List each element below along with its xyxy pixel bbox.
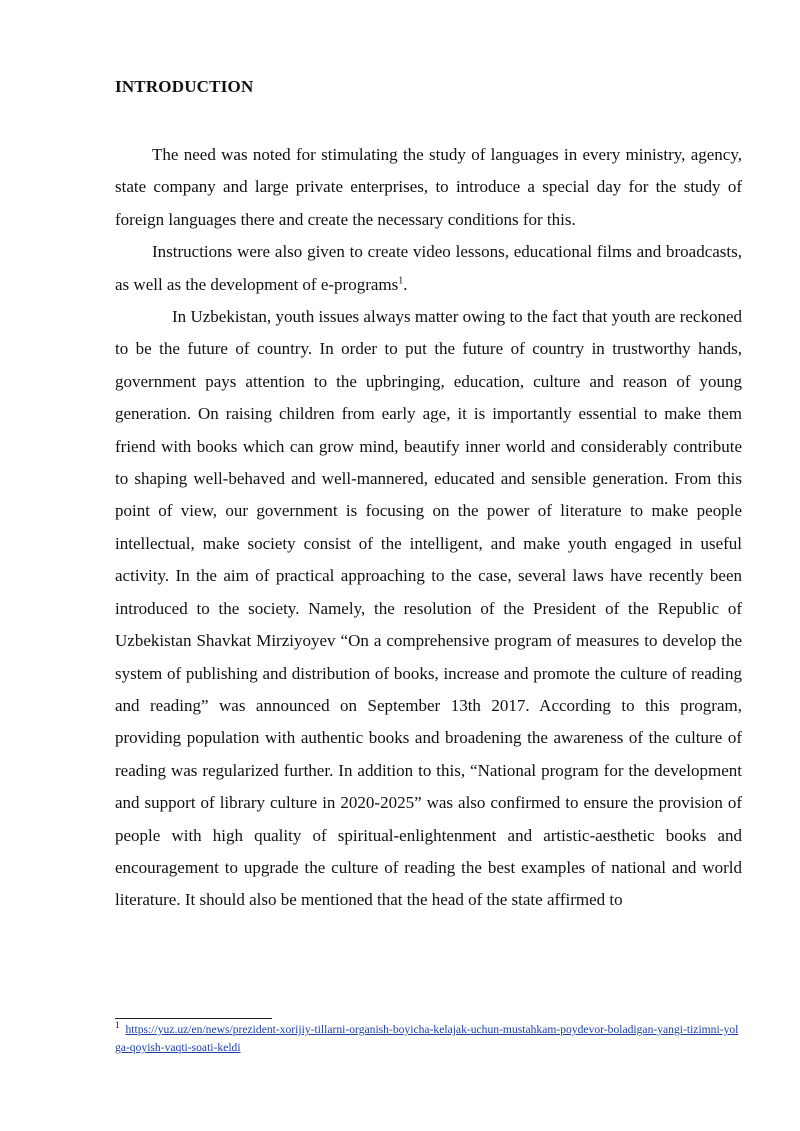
body-text <box>115 139 742 917</box>
paragraph-3-text: In Uzbekistan, youth issues always matter owing to the fact that youth are reckoned to be the future of country. In order to put the future of country in trustworthy hands, government pays attention to the upbringing, education, culture and reason of young generation. On raising children from early age, it is importantly essential to make them friend with books which can grow mind, beautify inner world and considerably contribute to shaping well-behaved and well-mannered, educated and sensible generation. From this point of view, our government is focusing on the power of literature to make people intellectual, make society consist of the intelligent, and make youth engaged in useful activity. In the aim of practical approaching to the case, several laws have recently been introduced to the society. Namely, the resolution of the President of the Republic of Uzbekistan Shavkat Mirziyoyev “On a comprehensive program of measures to develop the system of publishing and distribution of books, increase and promote the culture of reading and reading” was announced on September 13th 2017. According to this program, providing population with authentic books and broadening the awareness of the culture of reading was regularized further. In addition to this, “National program for the development and support of library culture in 2020-2025” was also confirmed to ensure the provision of people with high quality of spiritual-enlightenment and artistic-aesthetic books and encouragement to upgrade the culture of reading the best examples of national and world literature. It should also be mentioned that the head of the state affirmed to <box>115 307 742 910</box>
paragraph-3 <box>115 301 742 917</box>
footnote <box>115 1021 742 1057</box>
section-heading: INTRODUCTION <box>115 77 254 96</box>
paragraph-2-end: . <box>403 274 408 294</box>
footnote-link[interactable]: https://yuz.uz/en/news/prezident-xorijiy-tillarni-organish-boyicha-kelajak-uchun-mustahkam-poydevor-boladigan-yangi-tizimni-yolga-qoyish-vaqti-soati-keldi <box>115 1023 739 1054</box>
footnote-separator <box>115 1018 272 1019</box>
footnote-reference[interactable]: 1 <box>398 274 404 286</box>
paragraph-1-text: The need was noted for stimulating the study of languages in every ministry, agency, state company and large private enterprises, to introduce a special day for the study of foreign languages there and create the necessary conditions for this. <box>115 145 742 229</box>
paragraph-2 <box>115 236 742 301</box>
paragraph-1 <box>115 139 742 236</box>
footnote-mark: 1 <box>115 1020 120 1031</box>
paragraph-2-text: Instructions were also given to create video lessons, educational films and broadcasts, as well as the development of e-programs <box>115 242 742 294</box>
